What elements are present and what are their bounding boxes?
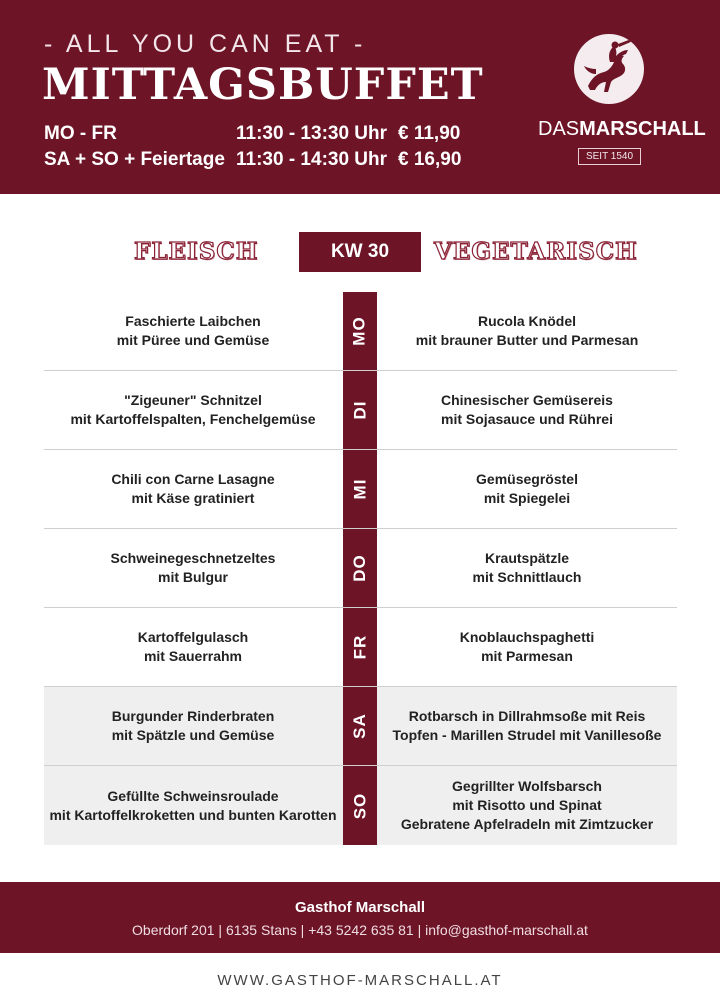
logo-wordmark <box>538 118 706 141</box>
dish-line: Topfen - Marillen Strudel mit Vanillesoße <box>392 727 662 743</box>
dish-line: Gegrillter Wolfsbarsch <box>452 778 602 794</box>
meat-dish <box>44 628 342 666</box>
meat-dish <box>44 549 342 587</box>
header-banner <box>0 0 720 194</box>
dish-line: mit Bulgur <box>158 569 228 585</box>
dish-line: Gebratene Apfelradeln mit Zimtzucker <box>400 816 654 832</box>
tagline: - ALL YOU CAN EAT - <box>44 30 367 58</box>
footer-contact-info: Oberdorf 201 | 6135 Stans | +43 5242 635 81 | info@gasthof-marschall.at <box>132 922 588 938</box>
hours-price: € 11,90 <box>398 123 461 144</box>
horse-rider-icon <box>574 34 644 104</box>
vegetarian-column-heading: VEGETARISCH <box>434 238 638 265</box>
day-strip <box>343 529 377 607</box>
day-strip <box>343 450 377 528</box>
dish-line: mit Püree und Gemüse <box>116 332 270 348</box>
dish-line: mit Kartoffelspalten, Fenchelgemüse <box>70 411 316 427</box>
vegetarian-dish <box>377 777 677 834</box>
dish-line: mit Sojasauce und Rührei <box>441 411 613 427</box>
day-strip <box>343 766 377 845</box>
dish-line: mit Schnittlauch <box>472 569 582 585</box>
dish-line: mit Spiegelei <box>483 490 571 506</box>
day-strip <box>343 687 377 765</box>
hours-row-weekdays <box>44 121 484 147</box>
hours-time: 11:30 - 13:30 Uhr <box>236 123 388 144</box>
dish-line: Schweinegeschnetzeltes <box>110 550 276 566</box>
dish-line: mit Sauerrahm <box>143 648 243 664</box>
meat-dish <box>44 470 342 508</box>
day-strip <box>343 371 377 449</box>
hours-time: 11:30 - 14:30 Uhr <box>236 149 388 170</box>
day-row-so <box>44 766 677 845</box>
footer-banner <box>0 882 720 953</box>
dish-line: Rotbarsch in Dillrahmsoße mit Reis <box>408 708 646 724</box>
dish-line: mit Parmesan <box>481 648 573 664</box>
day-label: DI <box>350 400 369 420</box>
dish-line: mit brauner Butter und Parmesan <box>415 332 639 348</box>
dish-line: Kartoffelgulasch <box>137 629 249 645</box>
opening-hours <box>44 121 484 173</box>
vegetarian-dish <box>377 628 677 666</box>
page-title: MITTAGSBUFFET <box>42 60 484 110</box>
day-label: SA <box>350 713 369 739</box>
day-label: SO <box>350 792 369 819</box>
dish-line: mit Spätzle und Gemüse <box>111 727 275 743</box>
dish-line: Chinesischer Gemüsereis <box>441 392 613 408</box>
day-label: MO <box>349 316 369 346</box>
day-label: FR <box>349 634 369 660</box>
dish-line: Burgunder Rinderbraten <box>111 708 275 724</box>
day-row-di <box>44 371 677 450</box>
dish-line: mit Käse gratiniert <box>131 490 255 506</box>
hours-price: € 16,90 <box>398 149 462 170</box>
day-row-mi <box>44 450 677 529</box>
dish-line: Rucola Knödel <box>477 313 576 329</box>
day-row-do <box>44 529 677 608</box>
dish-line: Knoblauchspaghetti <box>459 629 595 645</box>
website-url: WWW.GASTHOF-MARSCHALL.AT <box>217 972 503 989</box>
meat-dish <box>44 787 342 825</box>
meat-dish <box>44 707 342 745</box>
day-strip <box>343 608 377 686</box>
vegetarian-dish <box>377 470 677 508</box>
vegetarian-dish <box>377 312 677 350</box>
dish-line: Chili con Carne Lasagne <box>111 471 275 487</box>
week-badge: KW 30 <box>299 232 421 272</box>
meat-column-heading: FLEISCH <box>134 238 259 265</box>
vegetarian-dish <box>377 549 677 587</box>
logo-name-prefix: DAS <box>538 118 580 140</box>
day-row-fr <box>44 608 677 687</box>
logo-name-main: MARSCHALL <box>579 118 706 140</box>
footer-restaurant-name: Gasthof Marschall <box>294 899 426 916</box>
dish-line: Faschierte Laibchen <box>125 313 261 329</box>
day-strip <box>343 292 377 370</box>
hours-days: MO - FR <box>44 123 117 144</box>
meat-dish <box>44 391 342 429</box>
dish-line: Gefüllte Schweinsroulade <box>107 787 279 804</box>
dish-line: mit Kartoffelkroketten und bunten Karotten <box>49 806 337 823</box>
dish-line: Krautspätzle <box>484 550 570 566</box>
vegetarian-dish <box>377 707 677 745</box>
dish-line: mit Risotto und Spinat <box>452 797 602 813</box>
hours-row-weekend <box>44 147 484 173</box>
day-label: DO <box>350 554 369 582</box>
vegetarian-dish <box>377 391 677 429</box>
menu-table <box>44 292 677 845</box>
day-label: MI <box>349 478 369 500</box>
dish-line: Gemüsegröstel <box>476 471 578 487</box>
day-row-sa <box>44 687 677 766</box>
dish-line: "Zigeuner" Schnitzel <box>124 392 262 408</box>
logo-since-badge: SEIT 1540 <box>578 148 641 165</box>
hours-days: SA + SO + Feiertage <box>44 149 225 170</box>
day-row-mo <box>44 292 677 371</box>
meat-dish <box>44 312 342 350</box>
